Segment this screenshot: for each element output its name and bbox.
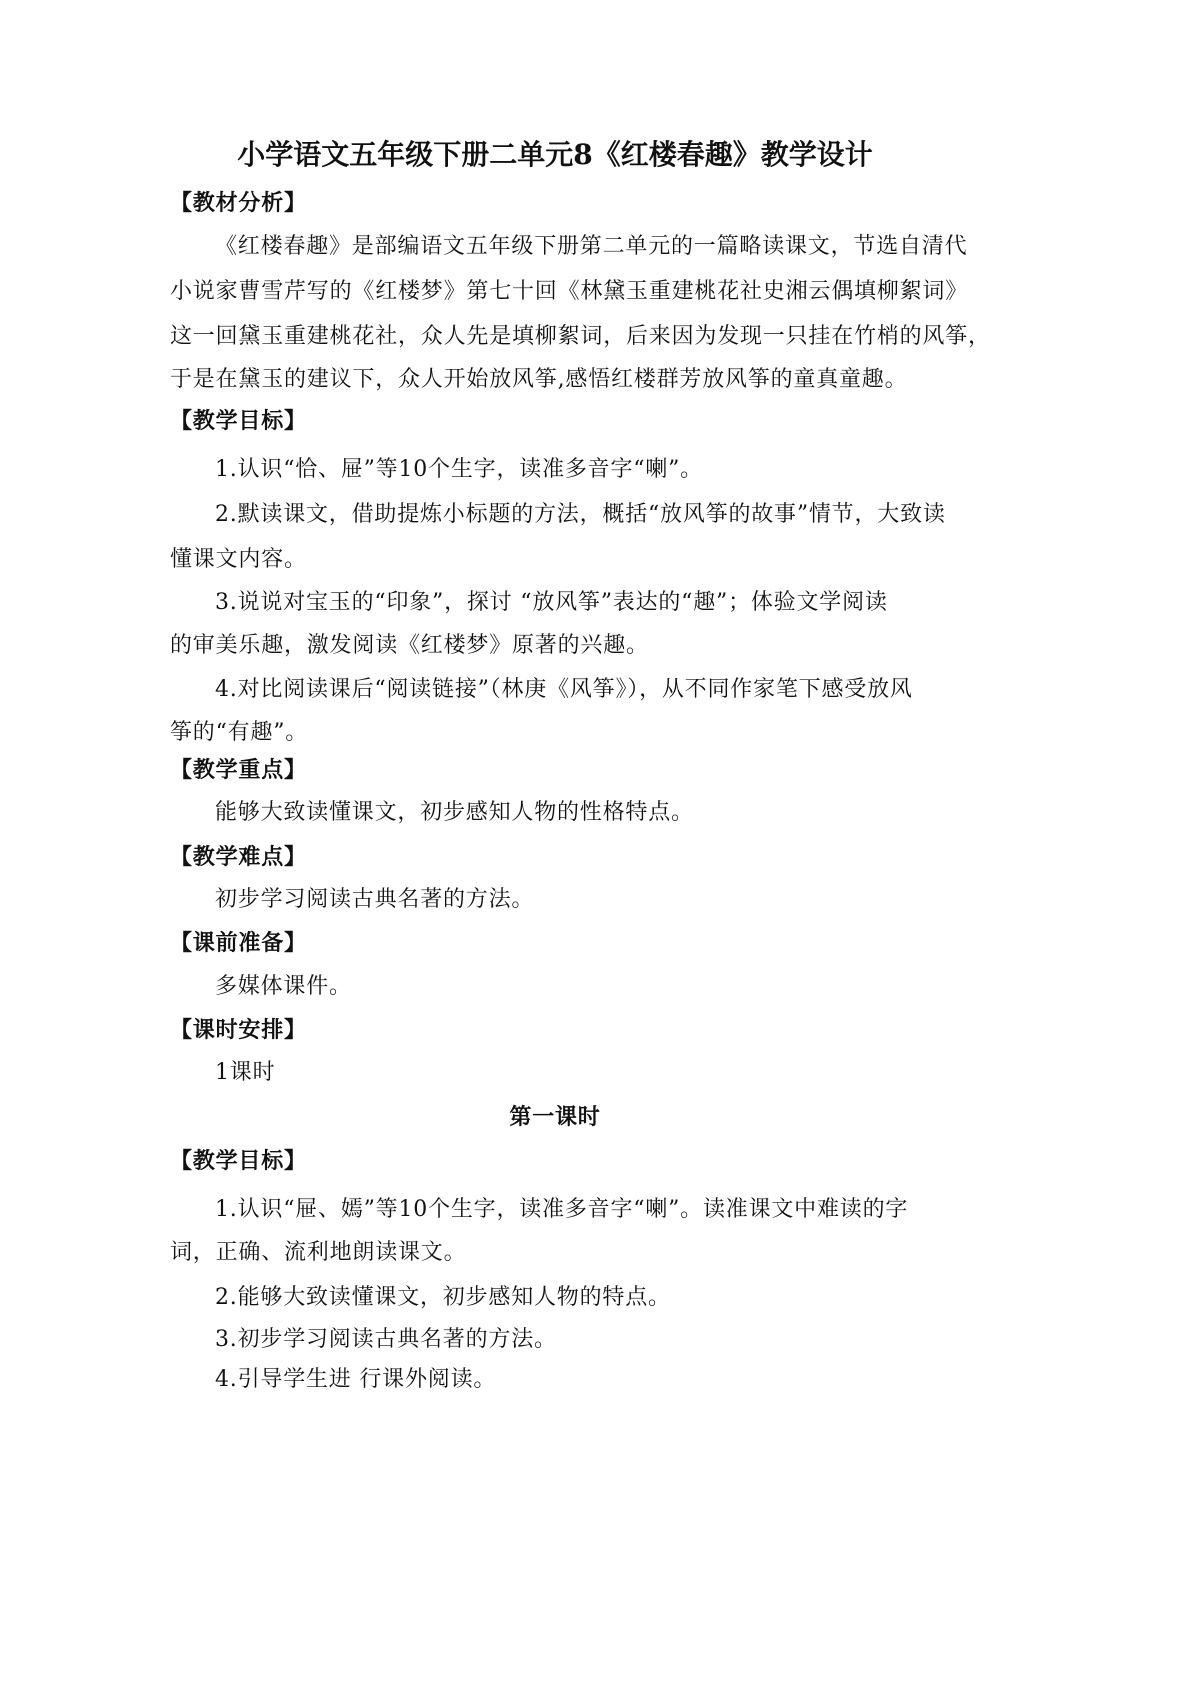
analysis-paragraph-line: 小说家曹雪芹写的《红楼梦》第七十回《林黛玉重建桃花社史湘云偶填柳絮词》 [170,279,969,304]
lesson-one-goal-line: 1.认识“屉、嫣”等10个生字，读准多音字“喇”。读准课文中难读的字 [215,1197,909,1222]
goal-item-line: 筝的“有趣”。 [170,720,309,745]
section-heading-preparation: 【课前准备】 [170,930,307,956]
analysis-paragraph-line: 于是在黛玉的建议下，众人开始放风筝,感悟红楼群芳放风筝的童真童趣。 [170,367,908,392]
section-heading-lesson-one-goals: 【教学目标】 [170,1148,307,1174]
goal-item-line: 3.说说对宝玉的“印象”，探讨 “放风筝”表达的“趣”；体验文学阅读 [215,590,888,615]
schedule-text: 1课时 [215,1060,276,1085]
goal-item-line: 懂课文内容。 [170,547,307,572]
goal-item-line: 2.默读课文，借助提炼小标题的方法，概括“放风筝的故事”情节，大致读 [215,502,946,527]
document-title: 小学语文五年级下册二单元8《红楼春趣》教学设计 [237,138,873,171]
lesson-one-goal-line: 词，正确、流利地朗读课文。 [170,1240,467,1265]
section-heading-schedule: 【课时安排】 [170,1017,307,1043]
preparation-text: 多媒体课件。 [215,974,352,999]
difficulties-text: 初步学习阅读古典名著的方法。 [215,887,535,912]
analysis-paragraph-line: 这一回黛玉重建桃花社，众人先是填柳絮词，后来因为发现一只挂在竹梢的风筝， [170,324,991,349]
section-heading-difficulties: 【教学难点】 [170,844,307,870]
goal-item-line: 4.对比阅读课后“阅读链接”（林庚《风筝》），从不同作家笔下感受放风 [215,677,913,702]
section-heading-textbook-analysis: 【教材分析】 [170,190,307,216]
lesson-one-goal-line: 2.能够大致读懂课文，初步感知人物的特点。 [215,1285,671,1310]
section-heading-teaching-goals: 【教学目标】 [170,408,307,434]
goal-item-line: 的审美乐趣，激发阅读《红楼梦》原著的兴趣。 [170,633,649,658]
lesson-one-goal-line: 3.初步学习阅读古典名著的方法。 [215,1327,557,1352]
section-heading-key-points: 【教学重点】 [170,757,307,783]
lesson-one-goal-line: 4.引导学生进 行课外阅读。 [215,1367,497,1392]
analysis-paragraph-line: 《红楼春趣》是部编语文五年级下册第二单元的一篇略读课文，节选自清代 [215,234,968,259]
goal-item-line: 1.认识“恰、屉”等10个生字，读准多音字“喇”。 [215,457,703,482]
lesson-one-title: 第一课时 [509,1104,601,1130]
key-points-text: 能够大致读懂课文，初步感知人物的性格特点。 [215,800,694,825]
